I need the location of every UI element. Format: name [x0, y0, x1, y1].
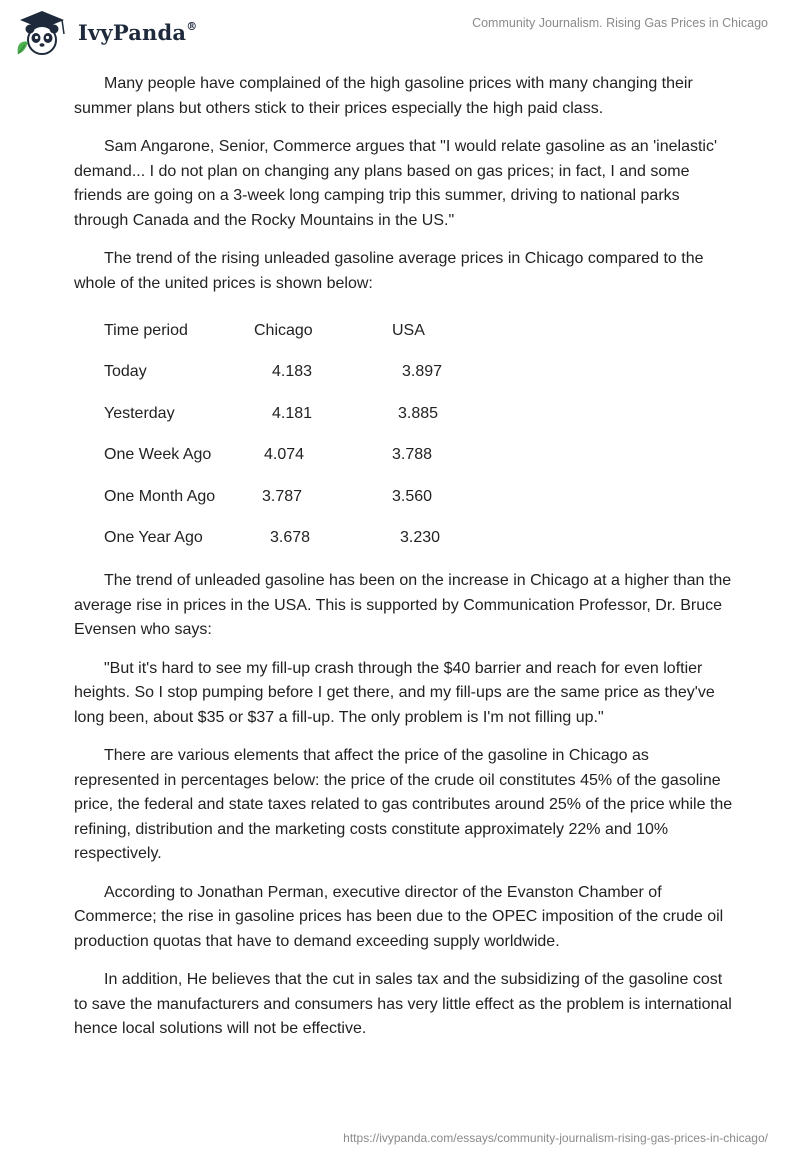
paragraph: The trend of the rising unleaded gasoline average prices in Chicago compared to the whole of the united prices is shown below:	[74, 250, 704, 292]
header-chicago: Chicago	[254, 321, 313, 339]
row-period: One Month Ago	[104, 487, 216, 505]
table-row	[104, 393, 502, 435]
row-period: Today	[104, 363, 147, 381]
paragraph: According to Jonathan Perman, executive director of the Evanston Chamber of Commerce; the rise in gasoline prices has been due to the OPEC imposition of the crude oil production quotas that have to demand exceeding supply worldwide.	[74, 883, 724, 950]
page-header	[0, 0, 800, 62]
row-chicago-price: 3.787	[262, 487, 303, 505]
row-period: One Week Ago	[104, 446, 212, 464]
essay-body	[74, 72, 734, 1056]
paragraph: The trend of unleaded gasoline has been on the increase in Chicago at a higher than the average rise in prices in the USA. This is supported by Communication Professor, Dr. Bruce Evensen who says:	[74, 572, 732, 638]
header-usa: USA	[392, 321, 425, 339]
source-url[interactable]: https://ivypanda.com/essays/community-journalism-rising-gas-prices-in-chicago/	[343, 1131, 768, 1145]
row-chicago-price: 4.181	[272, 404, 313, 422]
row-usa-price: 3.560	[392, 487, 433, 505]
row-period: Yesterday	[104, 404, 175, 422]
paragraph: Sam Angarone, Senior, Commerce argues that "I would relate gasoline as an 'inelastic' demand... I do not plan on changing any plans based on gas prices; in fact, I and some friends are going on a 3-week long camping trip this summer, driving to national parks through Canada and the Rocky Mountains in the US."	[74, 138, 718, 229]
row-usa-price: 3.230	[400, 529, 441, 547]
ivypanda-logo-icon[interactable]	[14, 8, 74, 56]
row-chicago-price: 4.074	[264, 446, 305, 464]
paragraph: There are various elements that affect the price of the gasoline in Chicago as represented in percentages below: the price of the crude oil constitutes 45% of the gasoline price, the federal and state taxes related to gas contributes around 25% of the price while the refining, distribution and the marketing costs constitute approximately 22% and 10% respectively.	[74, 747, 733, 862]
table-row	[104, 518, 502, 560]
registered-mark: ®	[186, 20, 198, 33]
table-row	[104, 435, 502, 477]
row-usa-price: 3.788	[392, 446, 433, 464]
paragraph: Many people have complained of the high gasoline prices with many changing their summer plans but others stick to their prices especially the high paid class.	[74, 75, 693, 117]
row-usa-price: 3.897	[402, 363, 443, 381]
paragraph: In addition, He believes that the cut in sales tax and the subsidizing of the gasoline cost to save the manufacturers and consumers has very little effect as the problem is international hence local solutions will not be effective.	[74, 971, 732, 1037]
row-usa-price: 3.885	[398, 404, 439, 422]
table-row	[104, 352, 502, 394]
row-chicago-price: 3.678	[270, 529, 311, 547]
row-period: One Year Ago	[104, 529, 203, 547]
gas-price-table	[104, 310, 502, 559]
table-header-row	[104, 310, 502, 352]
brand-text: IvyPanda	[78, 20, 187, 45]
row-chicago-price: 4.183	[272, 363, 313, 381]
header-time-period: Time period	[104, 321, 188, 339]
brand-name[interactable]	[78, 20, 197, 45]
table-row	[104, 476, 502, 518]
quote-paragraph: "But it's hard to see my fill-up crash through the $40 barrier and reach for even loftier heights. So I stop pumping before I get there, and my fill-ups are the same price as they've long been, about $35 or $37 a fill-up. The only problem is I'm not filling up."	[74, 659, 715, 726]
document-title: Community Journalism. Rising Gas Prices in Chicago	[472, 16, 768, 30]
